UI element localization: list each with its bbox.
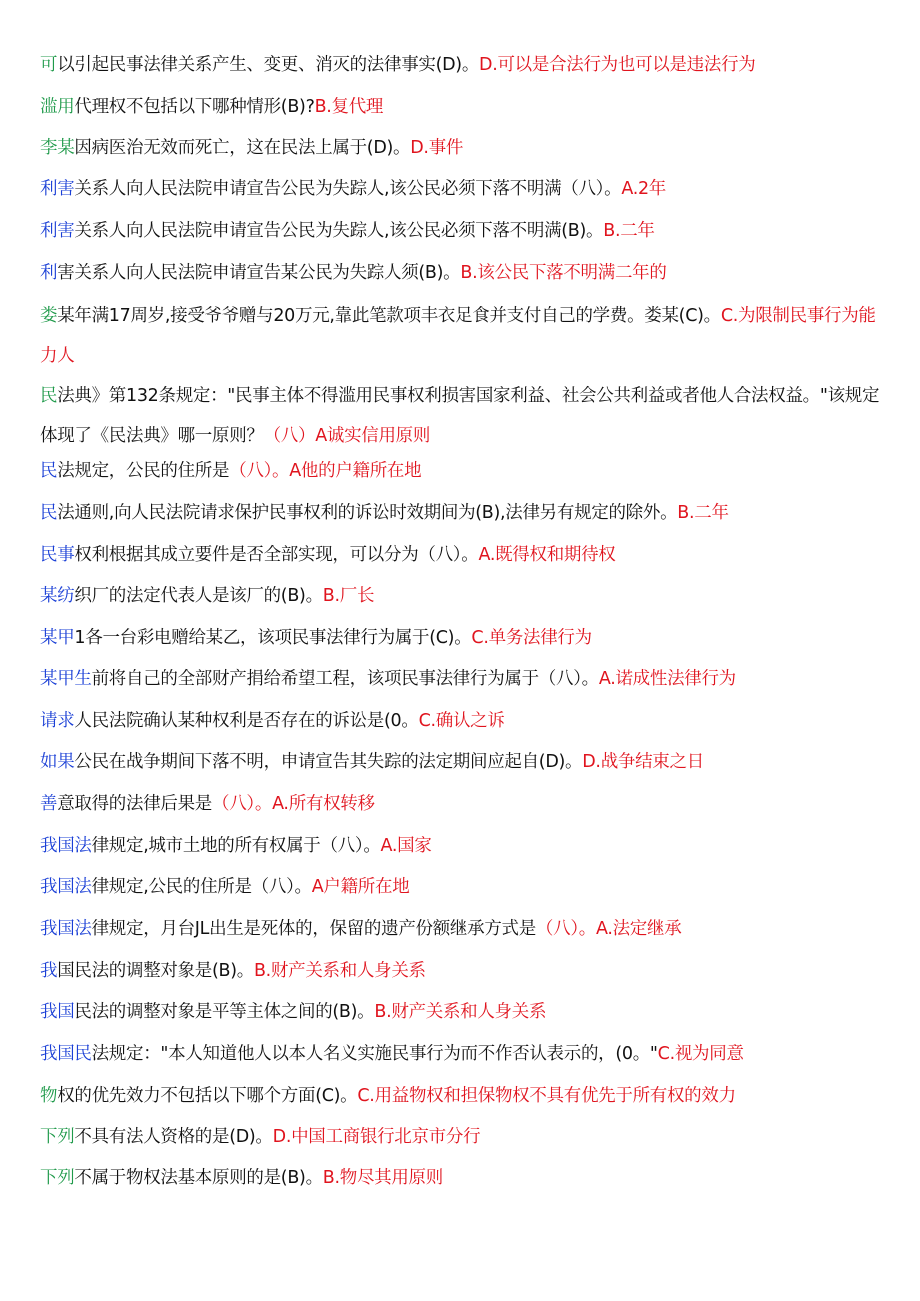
entry-lead: 可 xyxy=(40,55,58,75)
entry-lead: 下列 xyxy=(40,1127,75,1147)
entry-lead: 利 xyxy=(40,263,58,283)
entry-question: 人民法院确认某种权利是否存在的诉讼是(0。 xyxy=(74,711,419,731)
entry-lead: 请求 xyxy=(40,711,75,731)
entry-answer: B.财产关系和人身关系 xyxy=(374,1002,547,1022)
qa-entry xyxy=(40,991,890,1033)
entry-question: 民法的调整对象是平等主体之间的(B)。 xyxy=(74,1002,375,1022)
entry-answer: B.复代理 xyxy=(314,97,384,117)
entry-question: 关系人向人民法院申请宣告公民为失踪人,该公民必须下落不明满（八）。 xyxy=(74,179,622,199)
entry-question: 不属于物权法基本原则的是(B)。 xyxy=(74,1168,323,1188)
entry-answer: C.用益物权和担保物权不具有优先于所有权的效力 xyxy=(357,1086,736,1106)
entry-answer: A.国家 xyxy=(380,836,432,856)
entry-question: 律规定，月台JL出生是死体的，保留的遗产份额继承方式是 xyxy=(91,919,536,939)
entry-question: 以引起民事法律关系产生、变更、消灭的法律事实(D)。 xyxy=(57,55,480,75)
entry-answer: A.既得权和期待权 xyxy=(478,545,616,565)
entry-question: 法典》第132条规定："民事主体不得滥用民事权利损害国家利益、社会公共利益或者他人合法权益。"该规定体现了《民法典》哪一原则？ xyxy=(40,386,880,446)
entry-lead: 民 xyxy=(40,461,58,481)
entry-question: 害关系人向人民法院申请宣告某公民为失踪人须(B)。 xyxy=(57,263,461,283)
entry-lead: 我国法 xyxy=(40,919,92,939)
qa-entry xyxy=(40,296,890,376)
entry-lead: 民 xyxy=(40,386,58,406)
entry-lead: 民事 xyxy=(40,545,75,565)
qa-entry xyxy=(40,252,890,294)
qa-entry xyxy=(40,741,890,783)
qa-entry xyxy=(40,1116,890,1158)
entry-answer: （八）A诚实信用原则 xyxy=(263,426,431,446)
entry-lead: 我国民 xyxy=(40,1044,92,1064)
entry-lead: 李某 xyxy=(40,138,75,158)
entry-lead: 娄 xyxy=(40,306,58,326)
qa-entry xyxy=(40,658,890,700)
entry-question: 某年满17周岁,接受爷爷赠与20万元,靠此笔款项丰衣足食并支付自己的学费。娄某(C)。 xyxy=(57,306,721,326)
entry-answer: D.战争结束之日 xyxy=(582,752,704,772)
entry-answer: C.确认之诉 xyxy=(418,711,505,731)
entry-question: 因病医治无效而死亡，这在民法上属于(D)。 xyxy=(74,138,411,158)
qa-entry xyxy=(40,168,890,210)
entry-answer: B.厂长 xyxy=(322,586,375,606)
qa-entry xyxy=(40,492,890,534)
qa-entry xyxy=(40,908,890,950)
entry-lead: 某甲 xyxy=(40,628,75,648)
entry-question: 律规定,城市土地的所有权属于（八）。 xyxy=(91,836,381,856)
entry-lead: 善 xyxy=(40,794,58,814)
entry-lead: 我国法 xyxy=(40,836,92,856)
entry-answer: D.事件 xyxy=(410,138,464,158)
entry-question: 权的优先效力不包括以下哪个方面(C)。 xyxy=(57,1086,358,1106)
qa-entry xyxy=(40,825,890,867)
entry-lead: 利害 xyxy=(40,179,75,199)
entry-question: 律规定,公民的住所是（八）。 xyxy=(91,877,312,897)
entry-answer: C.单务法律行为 xyxy=(471,628,592,648)
entry-question: 关系人向人民法院申请宣告公民为失踪人,该公民必须下落不明满(B)。 xyxy=(74,221,604,241)
entry-answer: A.诺成性法律行为 xyxy=(598,669,736,689)
qa-entry xyxy=(40,376,890,456)
entry-lead: 利害 xyxy=(40,221,75,241)
entry-answer: C.视为同意 xyxy=(657,1044,744,1064)
qa-entry xyxy=(40,1033,890,1075)
qa-entry xyxy=(40,44,890,86)
entry-answer: B.该公民下落不明满二年的 xyxy=(460,263,667,283)
entry-lead: 物 xyxy=(40,1086,58,1106)
entry-lead: 民 xyxy=(40,503,58,523)
entry-answer: B.二年 xyxy=(677,503,729,523)
qa-entry xyxy=(40,86,890,128)
entry-answer: B.财产关系和人身关系 xyxy=(253,961,426,981)
qa-entry xyxy=(40,700,890,742)
entry-question: 前将自己的全部财产捐给希望工程，该项民事法律行为属于（八）。 xyxy=(91,669,599,689)
qa-entry xyxy=(40,783,890,825)
entry-answer: D.可以是合法行为也可以是违法行为 xyxy=(479,55,756,75)
qa-entry xyxy=(40,450,890,492)
entry-answer: （八）。A他的户籍所在地 xyxy=(229,461,422,481)
entry-lead: 我国法 xyxy=(40,877,92,897)
entry-lead: 某纺 xyxy=(40,586,75,606)
entry-question: 法规定："本人知道他人以本人名义实施民事行为而不作否认表示的，(0。" xyxy=(91,1044,658,1064)
qa-entry xyxy=(40,534,890,576)
entry-lead: 下列 xyxy=(40,1168,75,1188)
entry-question: 不具有法人资格的是(D)。 xyxy=(74,1127,273,1147)
entry-answer: A户籍所在地 xyxy=(311,877,410,897)
entry-question: 意取得的法律后果是 xyxy=(57,794,213,814)
entry-question: 权利根据其成立要件是否全部实现，可以分为（八）。 xyxy=(74,545,479,565)
entry-question: 公民在战争期间下落不明，申请宣告其失踪的法定期间应起自(D)。 xyxy=(74,752,583,772)
entry-answer: C.为限制民事行为能力人 xyxy=(40,306,876,366)
entry-lead: 我国 xyxy=(40,1002,75,1022)
entry-question: 法规定，公民的住所是 xyxy=(57,461,230,481)
entry-question: 1各一台彩电赠给某乙，该项民事法律行为属于(C)。 xyxy=(74,628,472,648)
entry-lead: 我 xyxy=(40,961,58,981)
entry-answer: （八）。A.所有权转移 xyxy=(212,794,375,814)
entry-lead: 滥用 xyxy=(40,97,75,117)
entry-question: 法通则,向人民法院请求保护民事权利的诉讼时效期间为(B),法律另有规定的除外。 xyxy=(57,503,678,523)
entry-lead: 某甲生 xyxy=(40,669,92,689)
entry-lead: 如果 xyxy=(40,752,75,772)
qa-entry xyxy=(40,127,890,169)
entry-answer: A.2年 xyxy=(621,179,666,199)
entry-question: 织厂的法定代表人是该厂的(B)。 xyxy=(74,586,323,606)
qa-entry xyxy=(40,950,890,992)
entry-question: 代理权不包括以下哪种情形(B)? xyxy=(74,97,315,117)
entry-answer: B.物尽其用原则 xyxy=(322,1168,443,1188)
qa-entry xyxy=(40,866,890,908)
entry-question: 国民法的调整对象是(B)。 xyxy=(57,961,254,981)
qa-entry xyxy=(40,617,890,659)
qa-entry xyxy=(40,1157,890,1199)
qa-entry xyxy=(40,1075,890,1117)
qa-entry xyxy=(40,575,890,617)
qa-entry xyxy=(40,210,890,252)
entry-answer: B.二年 xyxy=(603,221,655,241)
entry-answer: （八）。A.法定继承 xyxy=(535,919,682,939)
entry-answer: D.中国工商银行北京市分行 xyxy=(272,1127,481,1147)
